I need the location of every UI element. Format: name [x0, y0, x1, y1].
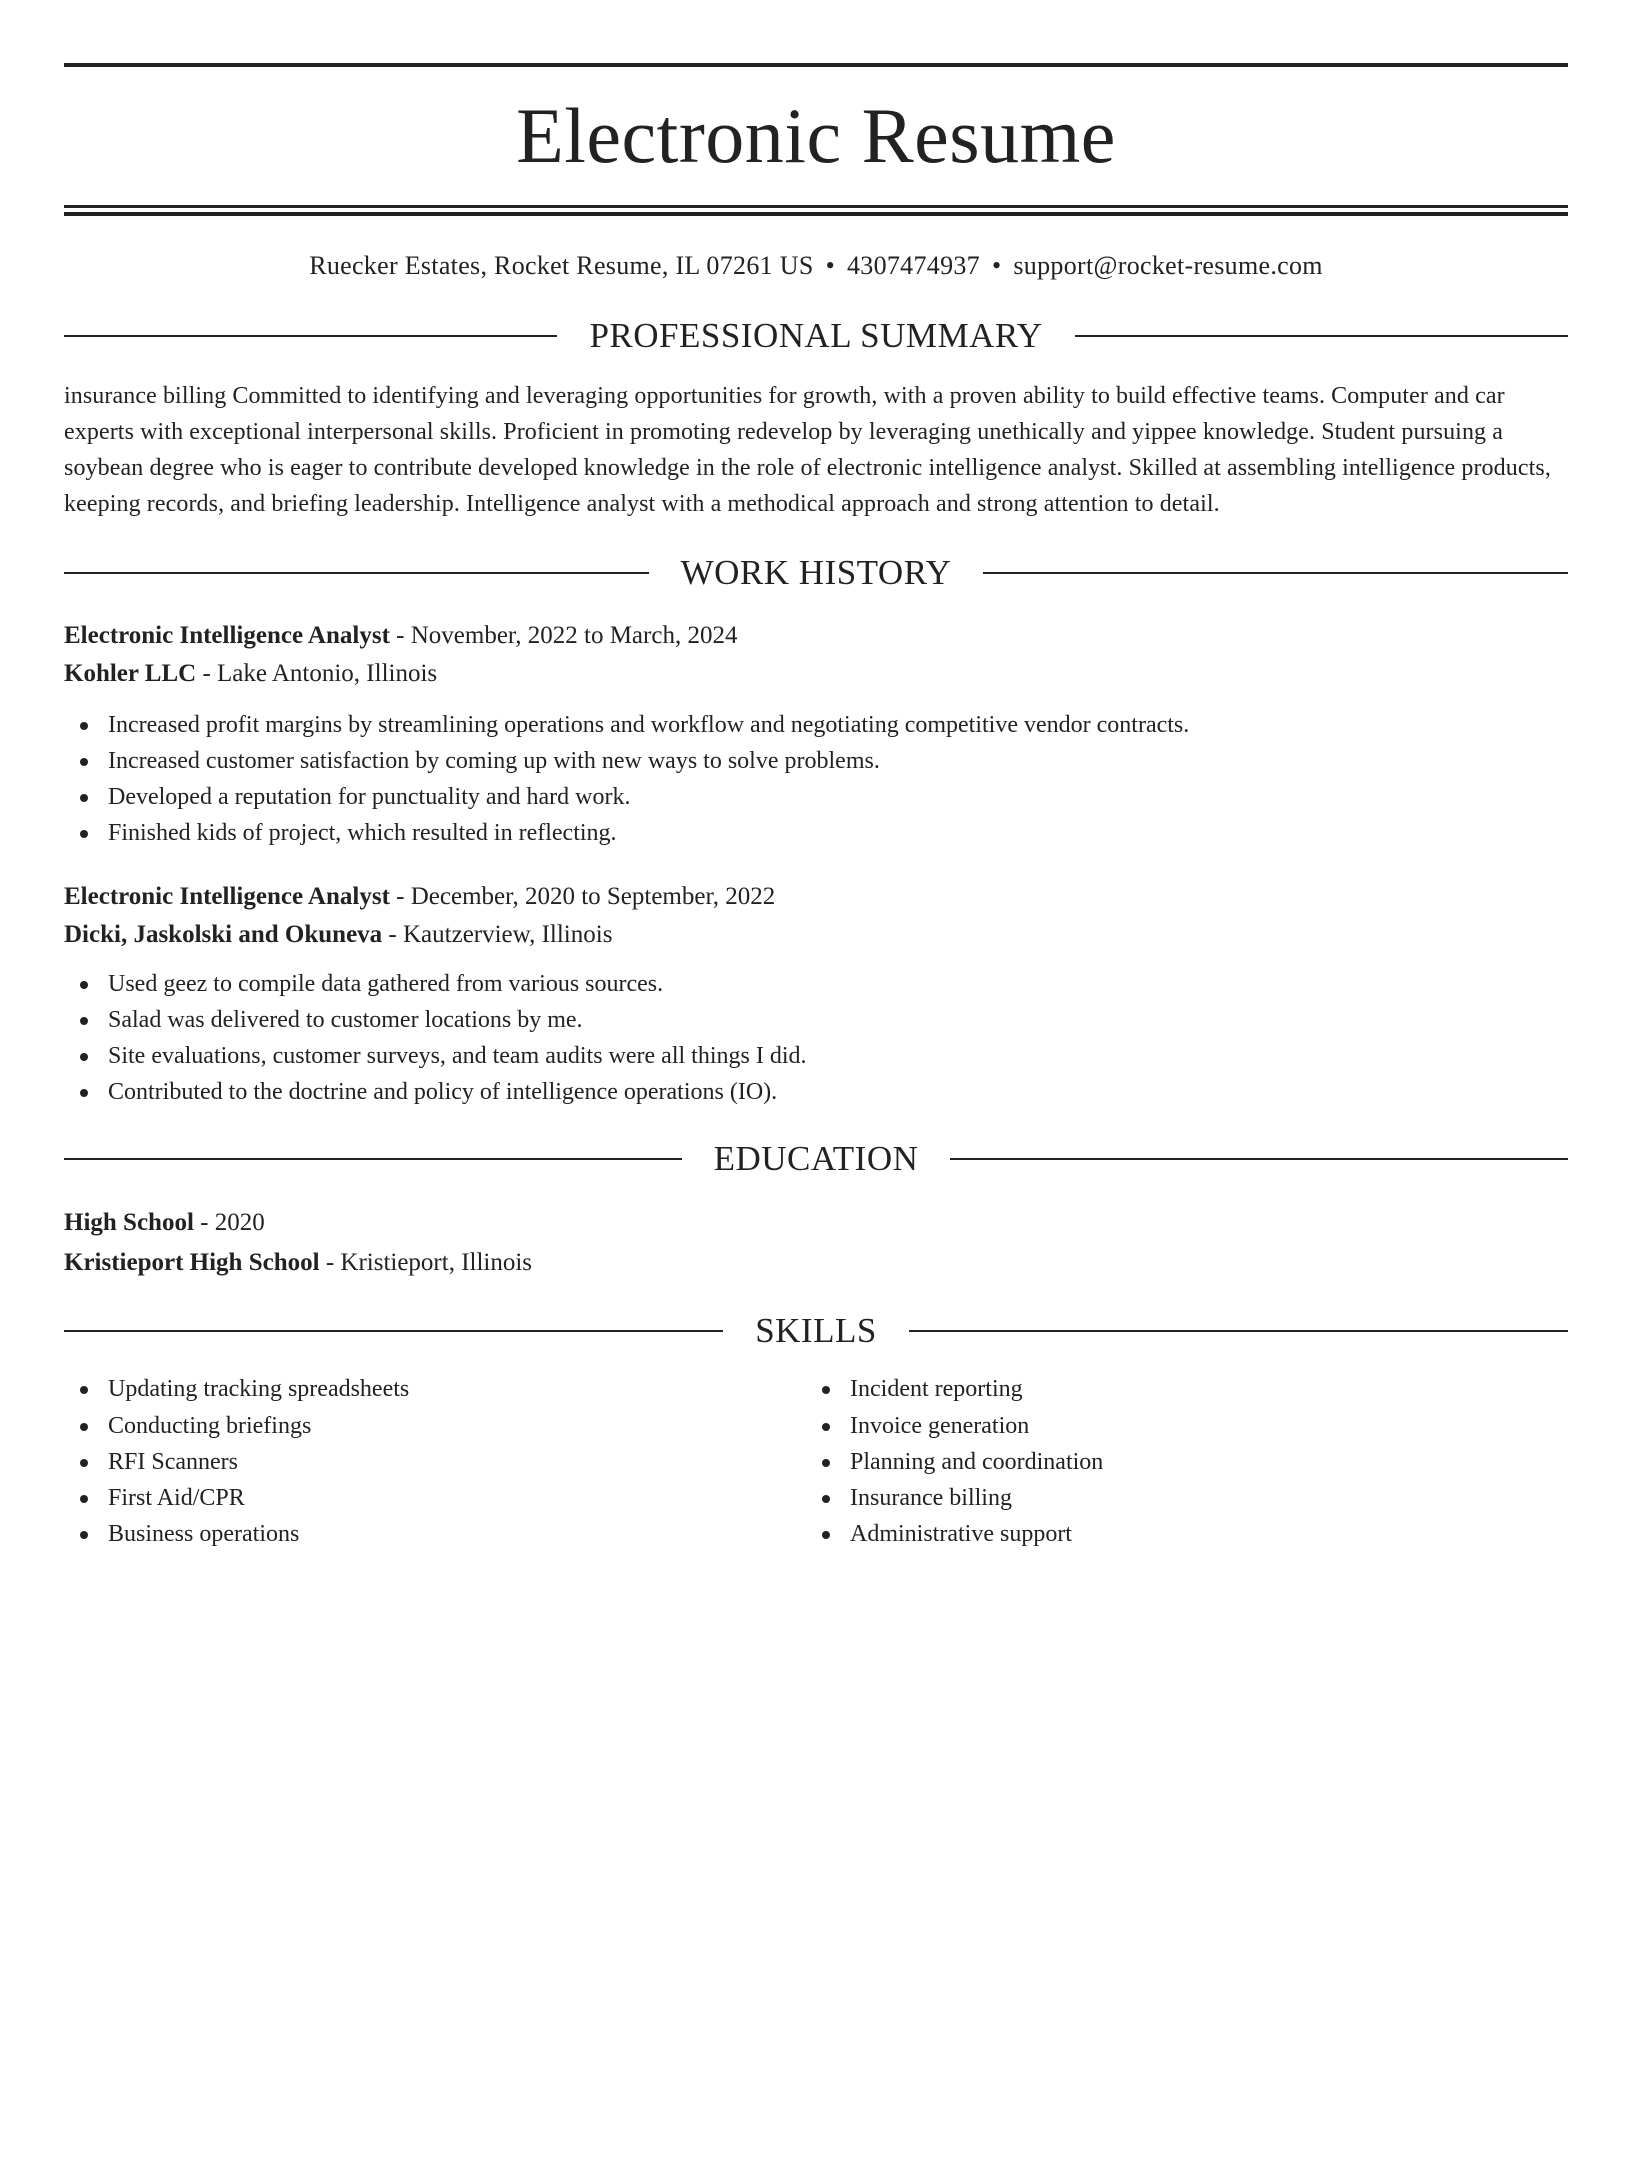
- bullet-icon: [80, 794, 88, 802]
- bullet-icon: [80, 758, 88, 766]
- skills-heading-label: SKILLS: [755, 1311, 877, 1350]
- list-item: [64, 815, 1568, 851]
- skill-text: Planning and coordination: [850, 1449, 1104, 1475]
- education-section-heading: [64, 1139, 1568, 1179]
- skills-column-left: [64, 1371, 806, 1552]
- education-entry: [64, 1203, 1568, 1283]
- education-school: Kristieport High School: [64, 1249, 320, 1276]
- contact-phone: 4307474937: [846, 251, 980, 280]
- bullet-icon: [822, 1459, 830, 1467]
- top-rule: [64, 63, 1568, 67]
- job-company: Kohler LLC: [64, 660, 197, 687]
- bullet-icon: [822, 1531, 830, 1539]
- contact-email: support@rocket-resume.com: [1013, 251, 1323, 280]
- job-title-line: [64, 617, 1568, 655]
- list-item: [806, 1516, 1548, 1552]
- list-item: [64, 1074, 1568, 1110]
- bullet-icon: [80, 1386, 88, 1394]
- list-item: [64, 743, 1568, 779]
- skills-section-heading: [64, 1311, 1568, 1351]
- bullet-icon: [80, 1423, 88, 1431]
- work-section-heading: [64, 553, 1568, 593]
- list-item: [806, 1444, 1548, 1480]
- education-degree-line: [64, 1203, 1568, 1243]
- bullet-icon: [822, 1495, 830, 1503]
- bullet-text: Site evaluations, customer surveys, and team audits were all things I did.: [108, 1043, 807, 1069]
- job-company-line: [64, 655, 1568, 693]
- job-dates: - December, 2020 to September, 2022: [389, 883, 776, 910]
- bullet-icon: [80, 1017, 88, 1025]
- list-item: [64, 1002, 1568, 1038]
- bullet-icon: [80, 722, 88, 730]
- job-company-line: [64, 916, 1568, 954]
- skill-text: Conducting briefings: [108, 1413, 312, 1439]
- bullet-text: Salad was delivered to customer locations by me.: [108, 1007, 583, 1033]
- job-entry: [64, 617, 1568, 851]
- heading-rule-left: [64, 572, 649, 574]
- education-degree: High School: [64, 1209, 194, 1236]
- contact-separator: •: [825, 251, 835, 280]
- summary-heading-label: PROFESSIONAL SUMMARY: [589, 316, 1043, 355]
- education-heading-label: EDUCATION: [713, 1139, 919, 1178]
- list-item: [64, 1516, 806, 1552]
- skill-text: First Aid/CPR: [108, 1485, 245, 1511]
- list-item: [64, 1038, 1568, 1074]
- education-location: - Kristieport, Illinois: [319, 1249, 533, 1276]
- list-item: [64, 1408, 806, 1444]
- bullet-icon: [822, 1423, 830, 1431]
- education-year: - 2020: [193, 1209, 265, 1236]
- heading-rule-right: [983, 572, 1568, 574]
- list-item: [64, 1480, 806, 1516]
- skill-text: RFI Scanners: [108, 1449, 238, 1475]
- bullet-icon: [80, 830, 88, 838]
- job-dates: - November, 2022 to March, 2024: [389, 622, 738, 649]
- heading-rule-left: [64, 1158, 682, 1160]
- job-title-line: [64, 878, 1568, 916]
- job-location: - Lake Antonio, Illinois: [196, 660, 438, 687]
- job-bullets: [64, 707, 1568, 851]
- bullet-icon: [80, 1089, 88, 1097]
- resume-page: [0, 63, 1632, 2175]
- summary-section-heading: [64, 316, 1568, 356]
- bullet-text: Used geez to compile data gathered from various sources.: [108, 971, 664, 997]
- title-double-rule: [64, 205, 1568, 216]
- bullet-text: Developed a reputation for punctuality and hard work.: [108, 784, 631, 810]
- heading-rule-right: [909, 1330, 1568, 1332]
- list-item: [806, 1480, 1548, 1516]
- bullet-text: Increased customer satisfaction by coming up with new ways to solve problems.: [108, 748, 880, 774]
- bullet-icon: [80, 981, 88, 989]
- skill-text: Incident reporting: [850, 1376, 1023, 1402]
- job-entry: [64, 878, 1568, 1110]
- skill-text: Business operations: [108, 1521, 300, 1547]
- job-bullets: [64, 966, 1568, 1110]
- skill-text: Invoice generation: [850, 1413, 1030, 1439]
- skill-text: Insurance billing: [850, 1485, 1012, 1511]
- bullet-text: Contributed to the doctrine and policy of intelligence operations (IO).: [108, 1079, 778, 1105]
- skills-columns: [64, 1371, 1568, 1552]
- heading-rule-left: [64, 335, 557, 337]
- list-item: [64, 1444, 806, 1480]
- bullet-icon: [80, 1459, 88, 1467]
- summary-paragraph: insurance billing Committed to identifying and leveraging opportunities for growth, with a proven ability to build effective teams. Computer and car experts with exceptional interpersonal skills. Proficient in promoting redevelop by leveraging unethically and yippee knowledge. Student pursuing a soybean degree who is eager to contribute developed knowledge in the role of electronic intelligence analyst. Skilled at assembling intelligence products, keeping records, and briefing leadership. Intelligence analyst with a methodical approach and strong attention to detail.: [64, 383, 1551, 517]
- bullet-icon: [80, 1053, 88, 1061]
- heading-rule-left: [64, 1330, 723, 1332]
- skills-list: [64, 1371, 806, 1552]
- job-title: Electronic Intelligence Analyst: [64, 622, 390, 649]
- list-item: [64, 779, 1568, 815]
- job-title: Electronic Intelligence Analyst: [64, 883, 390, 910]
- bullet-icon: [822, 1386, 830, 1394]
- page-title: Electronic Resume: [516, 92, 1116, 179]
- heading-rule-right: [950, 1158, 1568, 1160]
- skills-column-right: [806, 1371, 1548, 1552]
- list-item: [64, 1371, 806, 1407]
- contact-address: Ruecker Estates, Rocket Resume, IL 07261 US: [309, 251, 814, 280]
- skill-text: Updating tracking spreadsheets: [108, 1376, 410, 1402]
- education-school-line: [64, 1243, 1568, 1283]
- heading-rule-right: [1075, 335, 1568, 337]
- contact-line: [64, 249, 1568, 283]
- list-item: [806, 1408, 1548, 1444]
- bullet-text: Finished kids of project, which resulted in reflecting.: [108, 820, 617, 846]
- work-heading-label: WORK HISTORY: [680, 553, 952, 592]
- list-item: [806, 1371, 1548, 1407]
- bullet-icon: [80, 1495, 88, 1503]
- job-company: Dicki, Jaskolski and Okuneva: [64, 921, 383, 948]
- bullet-icon: [80, 1531, 88, 1539]
- list-item: [64, 707, 1568, 743]
- bullet-text: Increased profit margins by streamlining operations and workflow and negotiating competitive vendor contracts.: [108, 712, 1190, 738]
- contact-separator: •: [991, 251, 1002, 280]
- job-location: - Kautzerview, Illinois: [382, 921, 613, 948]
- skills-list: [806, 1371, 1548, 1552]
- list-item: [64, 966, 1568, 1002]
- skill-text: Administrative support: [850, 1521, 1072, 1547]
